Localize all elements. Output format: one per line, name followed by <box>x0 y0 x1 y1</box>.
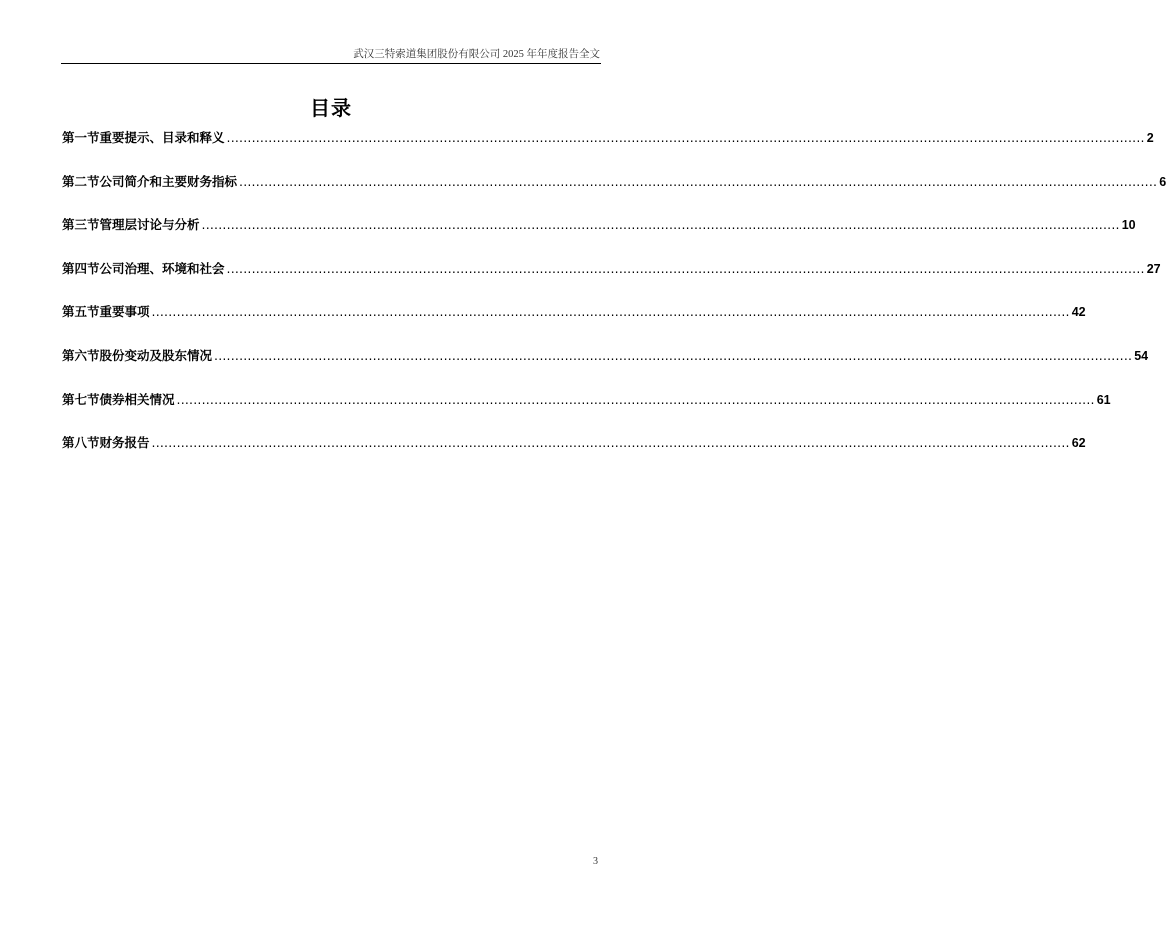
toc-page-number: 61 <box>1096 392 1111 407</box>
toc-leader-dots: ............................................................................................................................................................................................................................ <box>201 217 1120 233</box>
toc-section-number: 第八节 <box>62 435 100 451</box>
toc-leader-dots: ............................................................................................................................................................................................................................ <box>226 260 1145 276</box>
toc-leader-dots: ............................................................................................................................................................................................................................ <box>151 304 1070 320</box>
toc-section-number: 第二节 <box>62 173 100 189</box>
toc-page-number: 2 <box>1146 131 1154 145</box>
toc-section-name: 重要事项 <box>99 304 150 320</box>
toc-list <box>62 128 1166 477</box>
toc-page-number: 42 <box>1071 305 1086 320</box>
toc-entry[interactable] <box>62 433 1086 477</box>
toc-leader-dots: ............................................................................................................................................................................................................................ <box>151 435 1070 451</box>
toc-section-name: 股份变动及股东情况 <box>99 347 213 363</box>
toc-leader-dots: ............................................................................................................................................................................................................................ <box>176 391 1095 407</box>
toc-entry[interactable] <box>62 259 1161 303</box>
toc-section-name: 财务报告 <box>99 435 150 451</box>
toc-page-number: 27 <box>1146 261 1161 276</box>
toc-section-name: 债券相关情况 <box>99 391 175 407</box>
toc-entry[interactable] <box>62 390 1111 434</box>
toc-section-number: 第六节 <box>62 347 100 363</box>
toc-entry[interactable] <box>62 346 1149 390</box>
toc-page-number: 62 <box>1071 436 1086 451</box>
toc-entry[interactable] <box>62 128 1154 172</box>
toc-leader-dots: ............................................................................................................................................................................................................................ <box>239 173 1158 189</box>
toc-entry[interactable] <box>62 172 1166 216</box>
toc-title: 目录 <box>310 96 352 120</box>
toc-section-number: 第一节 <box>62 130 100 145</box>
toc-section-number: 第五节 <box>62 304 100 320</box>
toc-section-number: 第四节 <box>62 260 100 276</box>
toc-leader-dots: ............................................................................................................................................................................................................................ <box>214 347 1133 363</box>
toc-section-number: 第三节 <box>62 217 100 233</box>
running-header: 武汉三特索道集团股份有限公司 2025 年年度报告全文 <box>353 49 600 60</box>
toc-section-name: 重要提示、目录和释义 <box>99 130 225 145</box>
toc-entry[interactable] <box>62 302 1086 346</box>
toc-section-name: 公司治理、环境和社会 <box>99 260 225 276</box>
page-number: 3 <box>593 856 598 867</box>
toc-page-number: 6 <box>1159 174 1166 189</box>
toc-page-number: 10 <box>1121 218 1136 233</box>
toc-leader-dots: ............................................................................................................................................................................................................................ <box>226 130 1145 145</box>
toc-entry[interactable] <box>62 215 1136 259</box>
toc-section-name: 管理层讨论与分析 <box>99 217 200 233</box>
toc-section-name: 公司简介和主要财务指标 <box>99 173 238 189</box>
header-rule <box>61 63 601 64</box>
toc-section-number: 第七节 <box>62 391 100 407</box>
toc-page-number: 54 <box>1134 348 1149 363</box>
